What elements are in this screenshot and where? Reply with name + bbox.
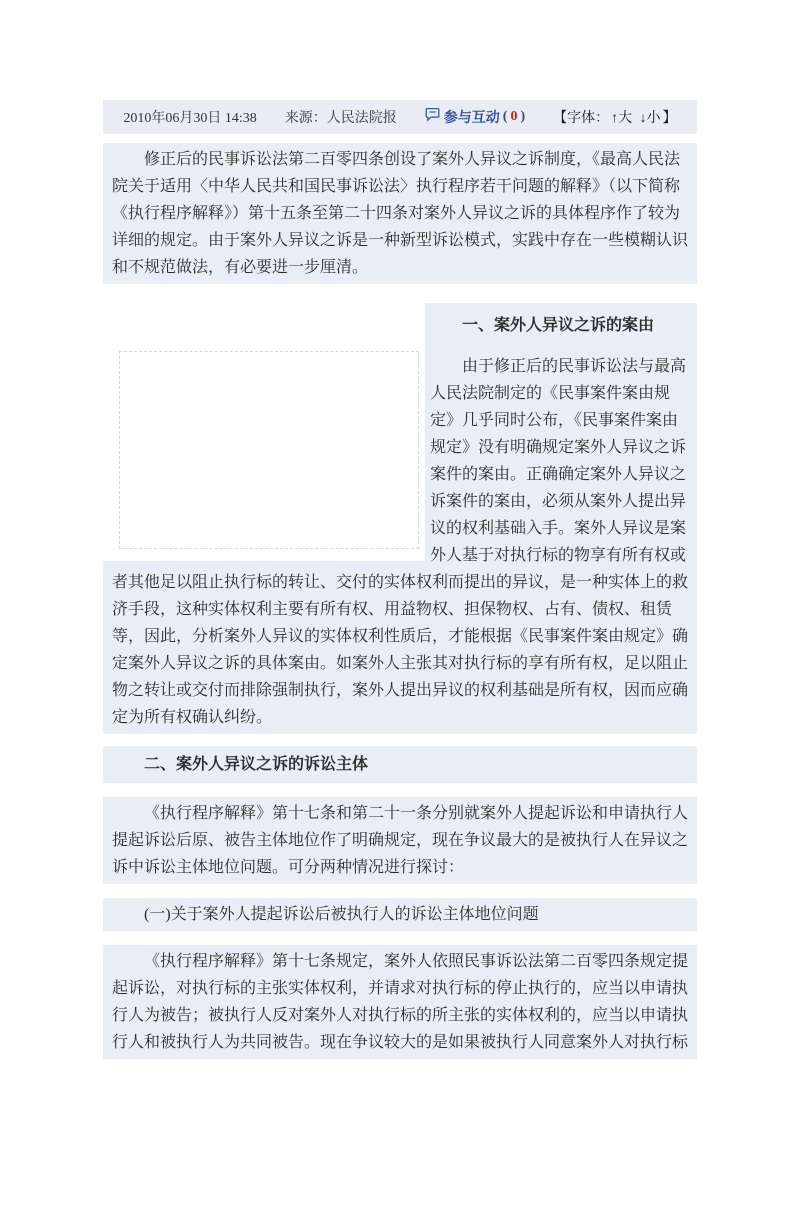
section-2-heading: 二、案外人异议之诉的诉讼主体 xyxy=(103,746,697,783)
font-controls-label-open: 【字体： xyxy=(553,111,610,126)
source xyxy=(285,107,397,127)
font-larger-button[interactable] xyxy=(611,111,632,126)
subsection-1-heading: (一)关于案外人提起诉讼后被执行人的诉讼主体地位问题 xyxy=(103,898,697,931)
image-placeholder xyxy=(103,303,425,561)
interact-label[interactable]: 参与互动 xyxy=(443,111,500,126)
intro-paragraph: 修正后的民事诉讼法第二百零四条创设了案外人异议之诉制度，《最高人民法院关于适用〈中华人民共和国民事诉讼法〉执行程序若干问题的解释》（以下简称《执行程序解释》）第十五条至第二十四条对案外人异议之诉的具体程序作了较为详细的规定。由于案外人异议之诉是一种新型诉讼模式，实践中存在一些模糊认识和不规范做法，有必要进一步厘清。 xyxy=(103,143,697,284)
section-1-block xyxy=(103,303,697,734)
publish-datetime: 2010年06月30日 14:38 xyxy=(123,111,257,126)
source-label: 来源： xyxy=(284,111,327,126)
section-1-paragraph: 由于修正后的民事诉讼法与最高人民法院制定的《民事案件案由规定》几乎同时公布，《民事案件案由规定》没有明确规定案外人异议之诉案件的案由。正确确定案外人异议之诉案件的案由，必须从案外人提出异议的权利基础入手。案外人异议是案外人基于对执行标的物享有所有权或者其他足以阻止执行标的转让、交付的实体权利而提出的异议，是一种实体上的救济手段，这种实体权利主要有所有权、用益物权、担保物权、占有、债权、租赁等，因此，分析案外人异议的实体权利性质后，才能根据《民事案件案由规定》确定案外人异议之诉的具体案由。如案外人主张其对执行标的享有所有权，足以阻止物之转让或交付而排除强制执行，案外人提出异议的权利基础是所有权，因而应确定为所有权确认纠纷。 xyxy=(112,358,689,726)
article-content xyxy=(103,100,697,1059)
interact-count-paren-close: ) xyxy=(520,109,526,124)
broken-image-frame xyxy=(119,351,419,549)
font-size-controls xyxy=(553,107,677,127)
font-controls-label-close: 】 xyxy=(662,111,677,126)
source-link[interactable]: 人民法院报 xyxy=(326,111,397,126)
interact-link[interactable] xyxy=(425,107,525,127)
article-meta-bar xyxy=(103,100,697,134)
subsection-1-paragraph: 《执行程序解释》第十七条规定，案外人依照民事诉讼法第二百零四条规定提起诉讼，对执行标的主张实体权利，并请求对执行标的停止执行的，应当以申请执行人为被告；被执行人反对案外人对执行标的所主张的实体权利的，应当以申请执行人和被执行人为共同被告。现在争议较大的是如果被执行人同意案外人对执行标 xyxy=(103,945,697,1059)
arrow-down-icon: ↓ xyxy=(639,111,647,126)
font-smaller-button[interactable] xyxy=(640,111,661,126)
arrow-up-icon: ↑ xyxy=(611,111,619,126)
section-1-heading: 一、案外人异议之诉的案由 xyxy=(462,317,655,334)
interact-count-paren-open: ( xyxy=(502,109,508,124)
comment-bubble-icon xyxy=(425,107,440,127)
font-smaller-label: 小 xyxy=(646,111,661,126)
interact-count: 0 xyxy=(510,109,518,124)
section-2-paragraph: 《执行程序解释》第十七条和第二十一条分别就案外人提起诉讼和申请执行人提起诉讼后原、被告主体地位作了明确规定，现在争议最大的是被执行人在异议之诉中诉讼主体地位问题。可分两种情况进行探讨： xyxy=(103,797,697,884)
font-larger-label: 大 xyxy=(618,111,633,126)
article-page xyxy=(0,100,800,1059)
